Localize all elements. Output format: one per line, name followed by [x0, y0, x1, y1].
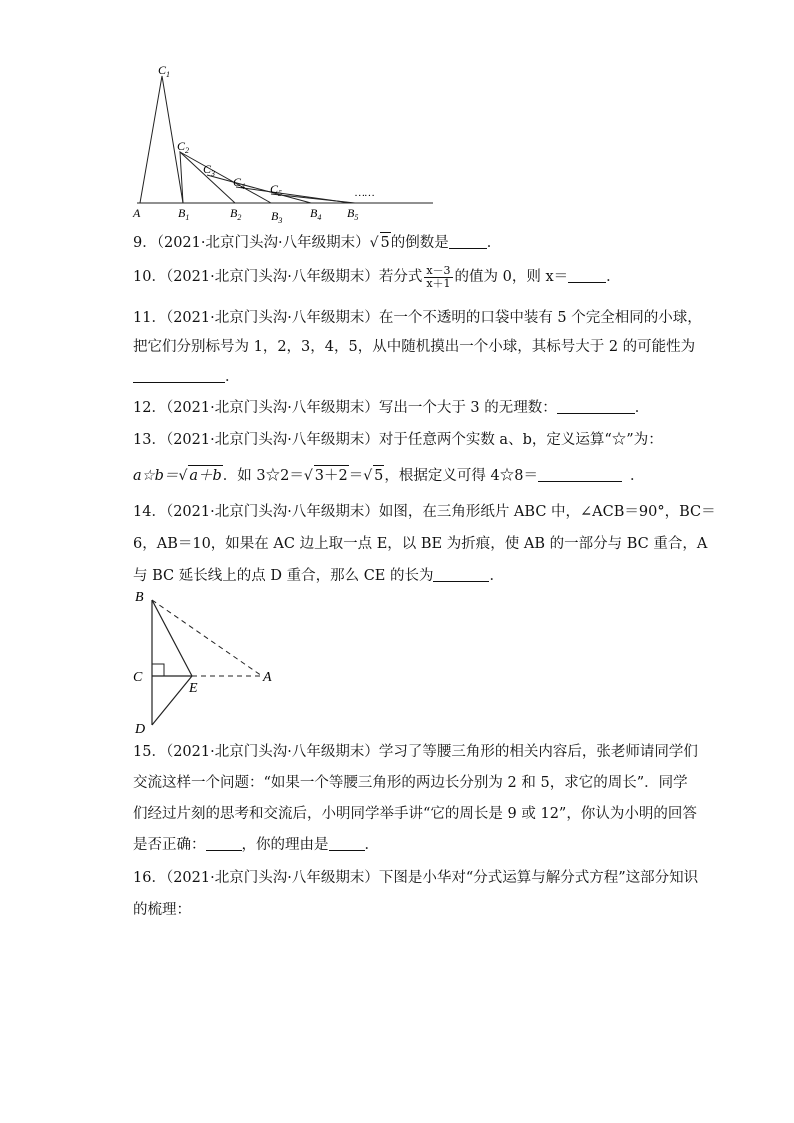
label-c2: $C_2$ [177, 139, 190, 155]
label-a: A [133, 206, 141, 220]
question-11-line2: 把它们分别标号为 1，2，3，4，5，从中随机摸出一个小球，其标号大于 2 的可能性为 [133, 339, 696, 355]
q9-radicand: 5 [380, 232, 391, 253]
question-14-line2: 6，AB＝10，如果在 AC 边上取一点 E，以 BE 为折痕，使 AB 的一部分与 BC 重合，A [133, 536, 708, 552]
question-16-line2: 的梳理： [133, 902, 191, 918]
q15-answer-blank-2[interactable] [329, 836, 365, 851]
q9-text: 的倒数是 [390, 235, 449, 251]
label-dots: …… [355, 187, 375, 199]
label-c: C [133, 670, 143, 685]
question-9: 9．（2021·北京门头沟·八年级期末）√ 5的倒数是 ． [133, 232, 501, 253]
q16-number: 16． [133, 870, 166, 886]
q9-source: （2021·北京门头沟·八年级期末） [156, 235, 370, 251]
q11-source: （2021·北京门头沟·八年级期末） [165, 310, 379, 326]
q12-number: 12． [133, 400, 166, 416]
q9-number: 9． [133, 235, 157, 251]
question-14-line1: 14．（2021·北京门头沟·八年级期末）如图，在三角形纸片 ABC 中，∠ACB＝90°，BC＝ [133, 504, 716, 520]
q10-fraction: $\frac{x-3}{x+1}$ [426, 263, 451, 290]
q16-source: （2021·北京门头沟·八年级期末） [165, 870, 379, 886]
question-15-line2: 交流这样一个问题：“如果一个等腰三角形的两边长分别为 2 和 5，求它的周长”．同学 [133, 775, 688, 791]
q15-answer-blank-1[interactable] [206, 836, 242, 851]
label-b5: $B_5$ [347, 206, 359, 222]
q13-answer-blank[interactable] [538, 467, 622, 482]
question-13-line1: 13．（2021·北京门头沟·八年级期末）对于任意两个实数 a、b，定义运算“☆”为： [133, 432, 663, 448]
q13-number: 13． [133, 432, 166, 448]
q9-answer-blank[interactable] [449, 234, 487, 249]
q12-source: （2021·北京门头沟·八年级期末） [165, 400, 379, 416]
label-c3: $C_3$ [203, 162, 216, 178]
q14-number: 14． [133, 504, 166, 520]
q10-number: 10． [133, 269, 166, 285]
label-b: B [135, 590, 144, 605]
label-b1: $B_1$ [178, 206, 190, 222]
question-14-line3: 与 BC 延长线上的点 D 重合，那么 CE 的长为 ． [133, 568, 504, 584]
label-d: D [135, 722, 146, 737]
question-16-line1: 16．（2021·北京门头沟·八年级期末）下图是小华对“分式运算与解分式方程”这部分知识 [133, 870, 699, 886]
question-10: 10．（2021·北京门头沟·八年级期末）若分式 $\frac{x-3}{x+1}$ 的值为 0，则 x＝ ． [133, 263, 621, 290]
label-c4: $C_4$ [233, 175, 246, 191]
label-a: A [263, 670, 272, 685]
label-b4: $B_4$ [310, 206, 322, 222]
q15-number: 15． [133, 744, 166, 760]
q11-answer-blank[interactable] [133, 368, 225, 383]
label-b2: $B_2$ [230, 206, 242, 222]
q12-answer-blank[interactable] [557, 399, 635, 414]
question-15-line4: 是否正确： ，你的理由是 ． [133, 837, 379, 853]
question-13-line2: a☆b＝√ a＋b．如 3☆2＝√ 3＋2＝√ 5，根据定义可得 4☆8＝ ． [133, 465, 644, 486]
q15-source: （2021·北京门头沟·八年级期末） [165, 744, 379, 760]
question-15-line1: 15．（2021·北京门头沟·八年级期末）学习了等腰三角形的相关内容后，张老师请同学们 [133, 744, 698, 760]
right-angle-mark [152, 664, 164, 676]
q11-number: 11． [133, 310, 166, 326]
triangle-2 [180, 152, 235, 203]
q10-source: （2021·北京门头沟·八年级期末） [165, 269, 379, 285]
q10-answer-blank[interactable] [568, 268, 606, 283]
figure-folded-triangle [125, 585, 285, 740]
q14-source: （2021·北京门头沟·八年级期末） [165, 504, 379, 520]
label-e: E [189, 681, 198, 696]
label-b3: $B_3$ [271, 209, 283, 225]
question-12: 12．（2021·北京门头沟·八年级期末）写出一个大于 3 的无理数： ． [133, 400, 650, 416]
question-15-line3: 们经过片刻的思考和交流后，小明同学举手讲“它的周长是 9 或 12”，你认为小明的回答 [133, 806, 697, 822]
figure-triangle-sequence [125, 60, 445, 225]
q13-source: （2021·北京门头沟·八年级期末） [165, 432, 379, 448]
question-11-line1: 11．（2021·北京门头沟·八年级期末）在一个不透明的口袋中装有 5 个完全相同的小球， [133, 310, 702, 326]
question-11-line3: ． [133, 367, 240, 387]
q14-answer-blank[interactable] [433, 567, 489, 582]
label-c5: $C_5$ [270, 182, 283, 198]
label-c1: $C_1$ [158, 63, 171, 79]
